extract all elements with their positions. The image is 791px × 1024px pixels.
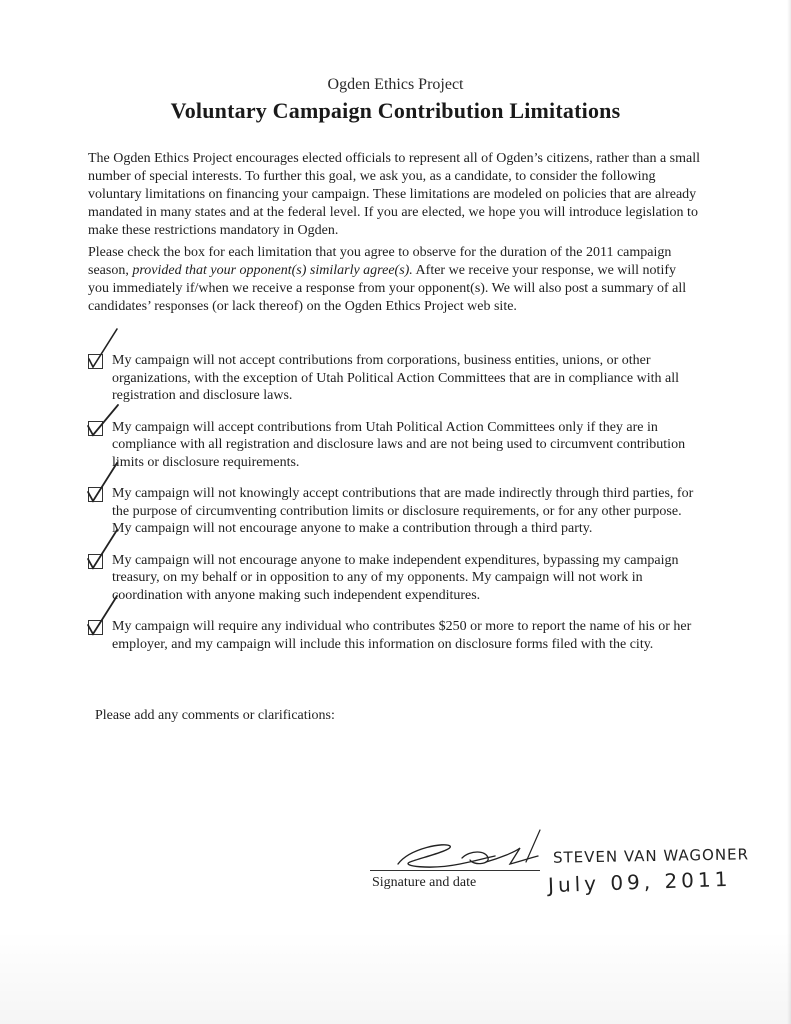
- checkmark-icon: [87, 459, 119, 503]
- instructions-text-after: After we receive your response, we will notify you immediately if/when we receive a response from your opponent(s). We will also post a summary of all candidates’ responses (or lack thereof) on the Ogden Ethics Project web site.: [88, 263, 687, 314]
- signature-line: [370, 870, 540, 871]
- page-edge-shadow: [787, 0, 791, 1024]
- limitation-item: [88, 485, 700, 538]
- checkmark-icon: [87, 526, 119, 570]
- instructions-text-before: Please check the box for each limitation that you agree to observe for the duration of the 2011 campaign season,: [88, 245, 672, 278]
- organization-name: Ogden Ethics Project: [327, 76, 464, 93]
- limitation-item: [88, 552, 700, 605]
- instructions-paragraph: [88, 244, 700, 316]
- comments-label: Please add any comments or clarifications:: [95, 708, 335, 723]
- scan-shading: [0, 930, 791, 1024]
- limitation-text: My campaign will not knowingly accept contributions that are made indirectly through third parties, for the purpose of circumventing contribution limits or disclosure requirements, or for any other purpose. My campaign will not encourage anyone to make a contribution through a third party.: [112, 486, 694, 536]
- handwritten-date: July 09, 2011: [547, 866, 732, 898]
- document-title: Voluntary Campaign Contribution Limitations: [170, 98, 621, 123]
- limitation-item: [88, 618, 700, 653]
- intro-paragraph: The Ogden Ethics Project encourages elected officials to represent all of Ogden’s citizens, rather than a small number of special interests. To further this goal, we ask you, as a candidate, to consider the following voluntary limitations on financing your campaign. These limitations are modeled on policies that are already mandated in many states and at the federal level. If you are elected, we hope you will introduce legislation to make these restrictions mandatory in Ogden.: [88, 151, 701, 238]
- signature-label: Signature and date: [372, 875, 477, 890]
- limitation-text: My campaign will not encourage anyone to make independent expenditures, bypassing my campaign treasury, on my behalf or in opposition to any of my opponents. My campaign will not work in coordination with anyone making such independent expenditures.: [112, 552, 679, 603]
- handwritten-name: STEVEN VAN WAGONER: [552, 845, 750, 867]
- limitation-text: My campaign will accept contributions from Utah Political Action Committees only if they are in compliance with all registration and disclosure laws and are not being used to circumvent contribution limits or disclosure requirements.: [112, 419, 686, 470]
- limitation-text: My campaign will require any individual who contributes $250 or more to report the name of his or her employer, and my campaign will include this information on disclosure forms filed with the city.: [112, 619, 692, 652]
- instructions-emphasis: provided that your opponent(s) similarly agree(s).: [132, 263, 413, 278]
- signature-block: [370, 820, 770, 900]
- checkmark-icon: [87, 326, 119, 370]
- limitation-text: My campaign will not accept contributions from corporations, business entities, unions, or other organizations, with the exception of Utah Political Action Committees that are in compliance with all registration and disclosure laws.: [112, 353, 679, 403]
- limitations-list: [88, 352, 700, 653]
- limitation-item: [88, 419, 700, 472]
- checkmark-icon: [87, 393, 119, 437]
- limitation-item: [88, 352, 700, 405]
- checkmark-icon: [87, 592, 119, 636]
